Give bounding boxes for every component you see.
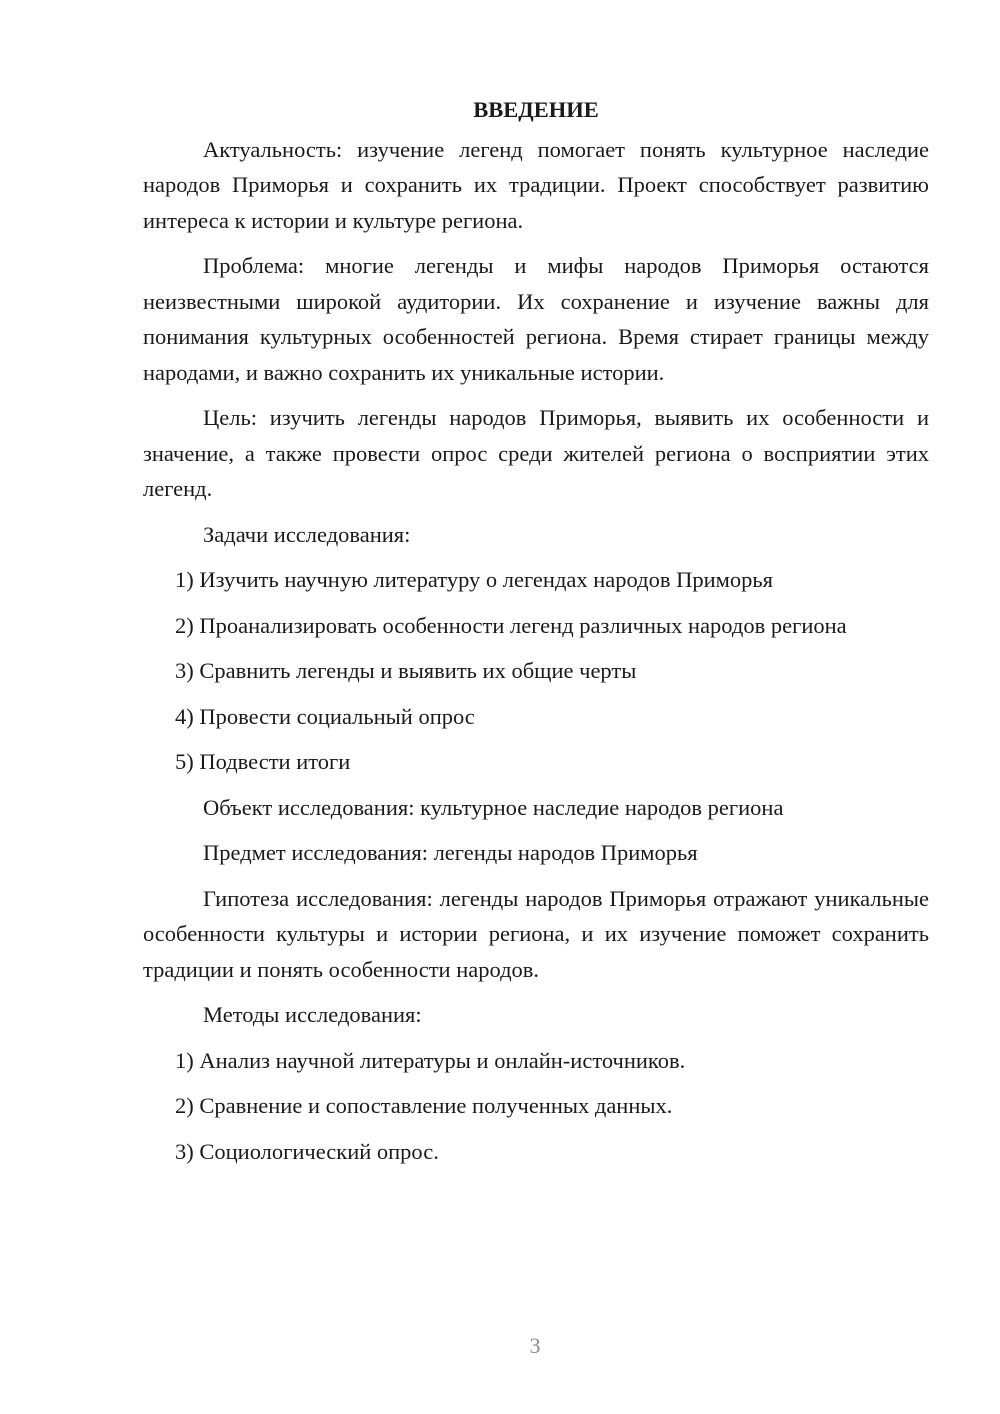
hypothesis-paragraph: Гипотеза исследования: легенды народов Приморья отражают уникальные особенности культуры и истории региона, и их изучение поможет сохранить традиции и понять особенности народов. (143, 885, 929, 982)
page-number: 3 (529, 1333, 541, 1358)
subject-line: Предмет исследования: легенды народов Приморья (203, 840, 698, 865)
methods-list (143, 1043, 929, 1170)
section-title: ВВЕДЕНИЕ (473, 97, 599, 122)
list-item: 3) Сравнить легенды и выявить их общие черты (175, 658, 637, 683)
relevance-paragraph: Актуальность: изучение легенд помогает понять культурное наследие народов Приморья и сохранить их традиции. Проект способствует развитию интереса к истории и культуре региона. (143, 136, 929, 233)
page-content (143, 92, 929, 1179)
list-item: 2) Проанализировать особенности легенд различных народов региона (175, 612, 847, 638)
goal-paragraph: Цель: изучить легенды народов Приморья, выявить их особенности и значение, а также провести опрос среди жителей региона о восприятии этих легенд. (143, 405, 929, 501)
tasks-heading: Задачи исследования: (203, 521, 411, 547)
list-item: 4) Провести социальный опрос (175, 703, 475, 729)
object-line: Объект исследования: культурное наследие народов региона (203, 794, 784, 820)
methods-heading: Методы исследования: (203, 1002, 422, 1027)
problem-paragraph: Проблема: многие легенды и мифы народов Приморья остаются неизвестными широкой аудитории. Их сохранение и изучение важны для понимания культурных особенностей региона. Время стирает границы между народами, и важно сохранить их уникальные истории. (143, 253, 929, 385)
list-item: 2) Сравнение и сопоставление полученных данных. (175, 1093, 673, 1118)
list-item: 5) Подвести итоги (175, 749, 351, 774)
tasks-list (143, 562, 929, 780)
list-item: 1) Изучить научную литературу о легендах народов Приморья (175, 567, 773, 592)
list-item: 3) Социологический опрос. (175, 1138, 439, 1164)
list-item: 1) Анализ научной литературы и онлайн-источников. (175, 1047, 686, 1073)
